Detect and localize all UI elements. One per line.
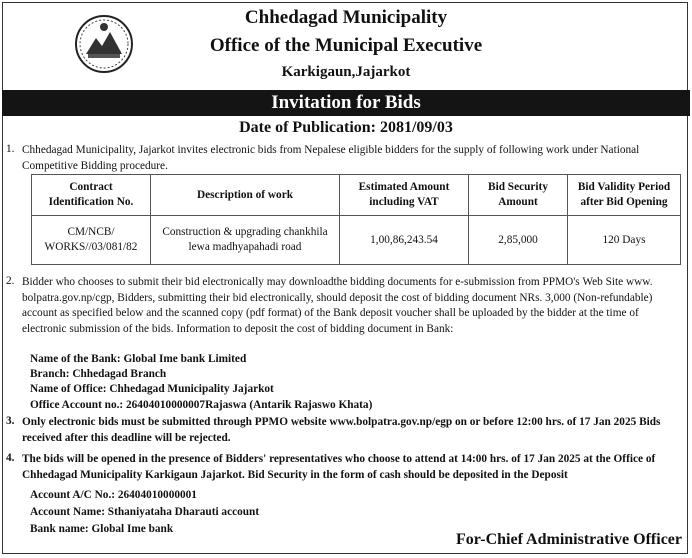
col-estimated-amount: Estimated Amount including VAT [340,175,469,216]
cell-bid-validity: 120 Days [568,216,681,265]
bid-table [31,174,681,265]
col-contract-id: Contract Identification No. [32,175,151,216]
para2-text: Bidder who chooses to submit their bid electronically may downloadthe bidding documents for e-submission from PPMO's Web Site www. bolpatra.gov.np/cgp, Bidders, submitting their bid electronically, should deposit the cost of bidding document NRs. 3,000 (Non-refundable) account as specified below and the scanned copy (pdf format) of the Bank deposit voucher shall be uploaded by the bidder at the time of electronic submission of the bids. Information to deposit the cost of bidding document in Bank: [22,276,653,335]
bank-name-line: Name of the Bank: Global Ime bank Limited [30,353,247,365]
table-header-row [32,175,681,216]
cell-estimated-amount: 1,00,86,243.54 [340,216,469,265]
para1-text: Chhedagad Municipality, Jajarkot invites electronic bids from Nepalese eligible bidders for the supply of following work under National Competitive Bidding procedure. [22,144,640,172]
office-address: Karkigaun,Jajarkot [281,64,411,80]
municipality-name: Chhedagad Municipality [244,7,448,28]
table-row [32,216,681,265]
para1-number: 1. [6,143,15,155]
col-bid-validity: Bid Validity Period after Bid Opening [568,175,681,216]
publication-date: Date of Publication: 2081/09/03 [239,119,453,136]
office-name: Office of the Municipal Executive [209,35,483,56]
para3-number: 3. [6,415,15,427]
col-bid-security: Bid Security Amount [469,175,568,216]
cell-bid-security: 2,85,000 [469,216,568,265]
bank-branch-line: Branch: Chhedagad Branch [30,368,167,380]
signature-line: For-Chief Administrative Officer [455,531,682,548]
office-name-line: Name of Office: Chhedagad Municipality Jajarkot [30,383,274,395]
para4-text: The bids will be opened in the presence of Bidders' representatives who choose to attend at 14:00 hrs. of 17 Jan 2025 at the Office of Chhedagad Municipality Karkigaun Jajarkot. Bid Security in the form of cash should be deposited in the Deposit [22,453,656,481]
cell-description: Construction & upgrading chankhila lewa madhyapahadi road [151,216,340,265]
col-description: Description of work [151,175,340,216]
notice-header [0,0,692,90]
office-account-line: Office Account no.: 26404010000007Rajaswa (Antarik Rajaswo Khata) [30,399,373,411]
deposit-account-number: Account A/C No.: 26404010000001 [30,489,197,501]
deposit-bank-name: Bank name: Global Ime bank [30,523,174,535]
para4-number: 4. [6,452,15,464]
para2-number: 2. [6,275,15,287]
deposit-account-name: Account Name: Sthaniyataha Dharauti account [30,506,260,518]
cell-contract-id: CM/NCB/ WORKS//03/081/82 [32,216,151,265]
notice-title-banner: Invitation for Bids [2,90,690,116]
para3-text: Only electronic bids must be submitted through PPMO website www.bolpatra.gov.np/egp on or before 12:00 hrs. of 17 Jan 2025 Bids received after this deadline will be rejected. [22,416,661,444]
